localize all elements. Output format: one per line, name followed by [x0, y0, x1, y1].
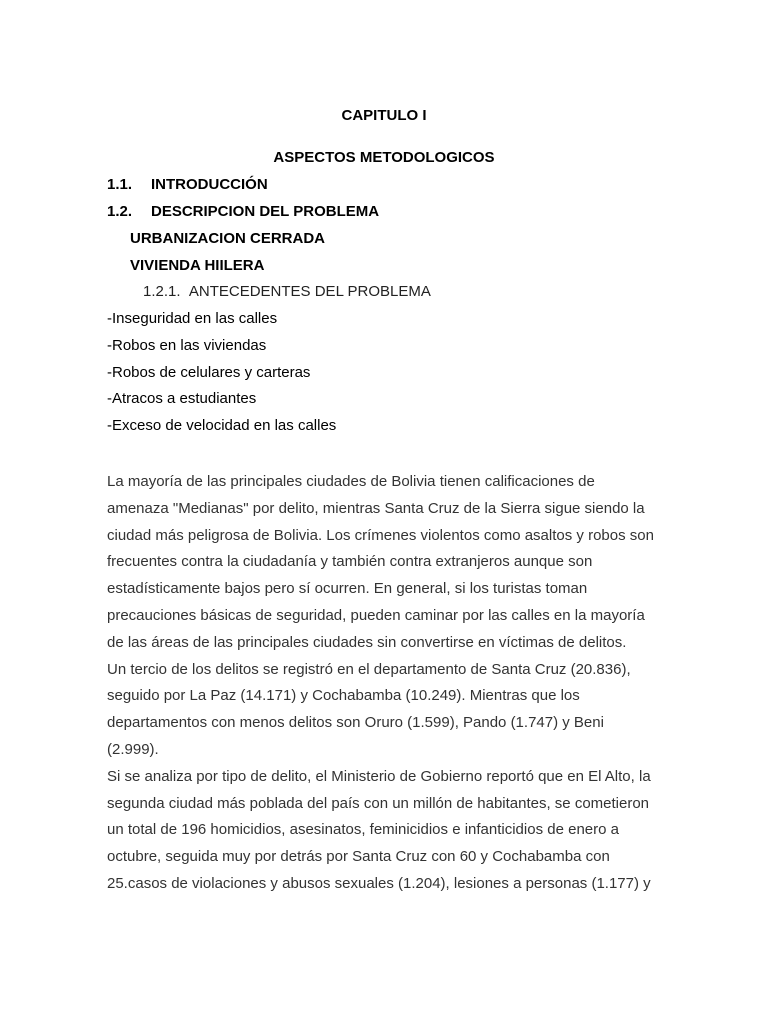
- list-item: -Inseguridad en las calles: [107, 310, 278, 327]
- paragraph-line: octubre, seguida muy por detrás por Santa Cruz con 60 y Cochabamba con: [107, 848, 610, 866]
- heading-text: INTRODUCCIÓN: [151, 176, 268, 193]
- heading-number: 1.2.: [107, 203, 133, 220]
- paragraph-line: amenaza "Medianas" por delito, mientras Santa Cruz de la Sierra sigue siendo la: [107, 499, 645, 517]
- body-paragraph: [107, 469, 667, 898]
- paragraph-line: departamentos con menos delitos son Oruro (1.599), Pando (1.747) y Beni: [107, 714, 604, 732]
- paragraph-line: Un tercio de los delitos se registró en el departamento de Santa Cruz (20.836),: [107, 660, 631, 678]
- heading-number: 1.1.: [107, 176, 133, 193]
- paragraph-line: precauciones básicas de seguridad, pueden caminar por las calles en la mayoría: [107, 606, 645, 624]
- paragraph-line: frecuentes contra la ciudadanía y también contra extranjeros aunque son: [107, 553, 593, 571]
- paragraph-line: Si se analiza por tipo de delito, el Ministerio de Gobierno reportó que en El Alto, la: [107, 767, 651, 785]
- heading-text: DESCRIPCION DEL PROBLEMA: [151, 203, 380, 220]
- paragraph-line: estadísticamente bajos pero sí ocurren. En general, si los turistas toman: [107, 580, 588, 598]
- list-item: -Atracos a estudiantes: [107, 390, 257, 407]
- list-item: -Robos de celulares y carteras: [107, 364, 311, 381]
- subsection-heading: [143, 283, 431, 301]
- paragraph-line: de las áreas de las principales ciudades sin convertirse en víctimas de delitos.: [107, 633, 627, 651]
- paragraph-line: (2.999).: [107, 740, 159, 758]
- paragraph-line: 25.casos de violaciones y abusos sexuales (1.204), lesiones a personas (1.177) y: [107, 874, 651, 892]
- paragraph-line: un total de 196 homicidios, asesinatos, feminicidios e infanticidios de enero a: [107, 821, 619, 839]
- paragraph-line: segunda ciudad más poblada del país con un millón de habitantes, se cometieron: [107, 794, 650, 812]
- subsection-text: ANTECEDENTES DEL PROBLEMA: [188, 283, 431, 300]
- section-title: ASPECTOS METODOLOGICOS: [273, 149, 495, 166]
- subheading-urbanizacion: URBANIZACION CERRADA: [130, 230, 325, 247]
- list-item: -Exceso de velocidad en las calles: [107, 417, 337, 434]
- subheading-vivienda: VIVIENDA HIILERA: [130, 257, 265, 274]
- paragraph-line: seguido por La Paz (14.171) y Cochabamba (10.249). Mientras que los: [107, 687, 580, 705]
- paragraph-line: La mayoría de las principales ciudades de Bolivia tienen calificaciones de: [107, 473, 595, 490]
- subsection-number: 1.2.1.: [143, 283, 181, 300]
- list-item: -Robos en las viviendas: [107, 337, 267, 354]
- chapter-title: CAPITULO I: [341, 107, 427, 124]
- paragraph-line: ciudad más peligrosa de Bolivia. Los crímenes violentos como asaltos y robos son: [107, 526, 654, 544]
